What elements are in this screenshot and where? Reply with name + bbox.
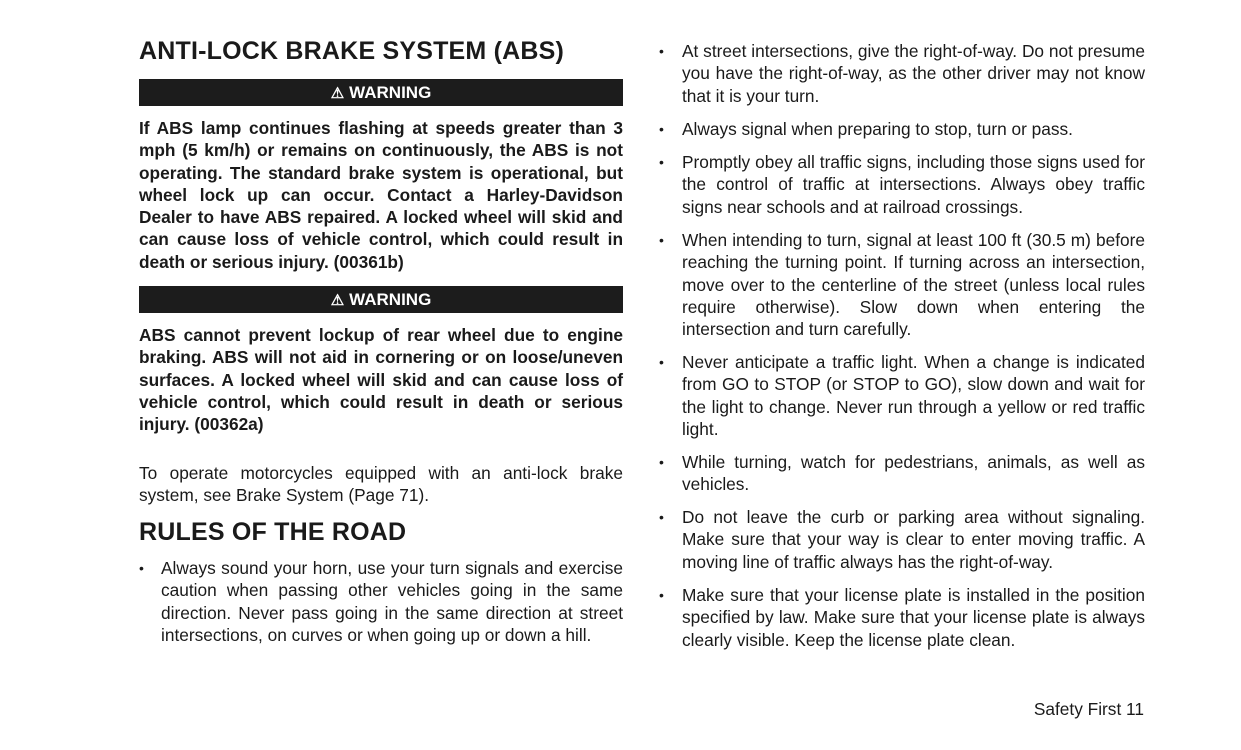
warning-text-2: ABS cannot prevent lockup of rear wheel due to engine braking. ABS will not aid in cornering or on loose/uneven surfaces. A locked wheel will skid and can cause loss of vehicle control, which could result in death or serious injury. (00362a) (139, 325, 623, 435)
abs-heading: ANTI-LOCK BRAKE SYSTEM (ABS) (139, 37, 565, 65)
bullet-dot-icon: • (659, 509, 664, 525)
rules-heading: RULES OF THE ROAD (139, 518, 407, 546)
warning-banner-2 (139, 286, 623, 313)
warning-triangle-icon: ⚠ (330, 84, 345, 102)
list-item: • When intending to turn, signal at least 100 ft (30.5 m) before reaching the turning point. If turning across an intersection, move over to the centerline of the street (unless local rules require otherwise). Slow down when entering the intersection and turn carefully. (659, 230, 1145, 340)
warning-banner-1 (139, 79, 623, 106)
bullet-dot-icon: • (659, 232, 664, 248)
bullet-dot-icon: • (659, 454, 664, 470)
page-footer: Safety First 11 (1033, 699, 1144, 719)
bullet-dot-icon: • (659, 587, 664, 603)
list-item: • Always signal when preparing to stop, turn or pass. (659, 119, 1073, 139)
list-item: • At street intersections, give the right-of-way. Do not presume you have the right-of-way, as the other driver may not know that it is your turn. (659, 41, 1145, 106)
bullet-dot-icon: • (659, 354, 664, 370)
abs-note: To operate motorcycles equipped with an anti-lock brake system, see Brake System (Page 71). (139, 463, 623, 506)
list-item: • While turning, watch for pedestrians, animals, as well as vehicles. (659, 452, 1145, 495)
bullet-dot-icon: • (659, 121, 664, 137)
list-item: • Always sound your horn, use your turn signals and exercise caution when passing other vehicles going in the same direction. Never pass going in the same direction at street intersections, on curves or when going up or down a hill. (139, 558, 623, 645)
list-item: • Promptly obey all traffic signs, including those signs used for the control of traffic at intersections. Always obey traffic signs near schools and at railroad crossings. (659, 152, 1145, 217)
warning-text-1: If ABS lamp continues flashing at speeds greater than 3 mph (5 km/h) or remains on continuously, the ABS is not operating. The standard brake system is operational, but wheel lock up can occur. Contact a Harley-Davidson Dealer to have ABS repaired. A locked wheel will skid and can cause loss of vehicle control, which could result in death or serious injury. (00361b) (139, 118, 623, 272)
list-item: • Make sure that your license plate is installed in the position specified by law. Make sure that your license plate is always clearly visible. Keep the license plate clean. (659, 585, 1145, 650)
list-item: • Do not leave the curb or parking area without signaling. Make sure that your way is clear to enter moving traffic. A moving line of traffic always has the right-of-way. (659, 507, 1145, 572)
warning-label-1: WARNING (349, 82, 432, 102)
warning-label-2: WARNING (349, 289, 432, 309)
bullet-dot-icon: • (659, 154, 664, 170)
bullet-dot-icon: • (139, 560, 144, 576)
warning-triangle-icon: ⚠ (330, 291, 345, 309)
bullet-dot-icon: • (659, 43, 664, 59)
list-item: • Never anticipate a traffic light. When a change is indicated from GO to STOP (or STOP to GO), slow down and wait for the light to change. Never run through a yellow or red traffic light. (659, 352, 1145, 439)
